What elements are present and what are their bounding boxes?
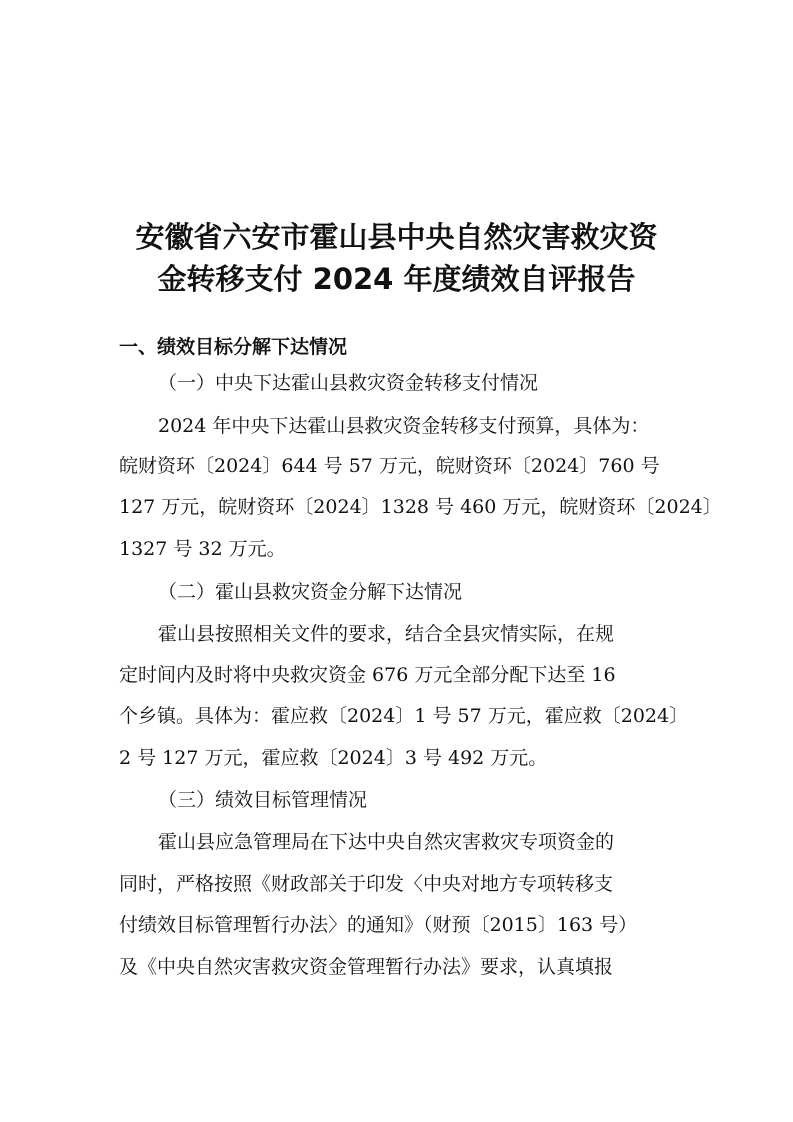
paragraph-line: 2024 年中央下达霍山县救灾资金转移支付预算，具体为：: [158, 415, 650, 437]
paragraph-line: 皖财资环〔2024〕644 号 57 万元，皖财资环〔2024〕760 号: [119, 455, 660, 477]
subsection-heading-1: （一）中央下达霍山县救灾资金转移支付情况: [158, 372, 539, 394]
paragraph-line: 及《中央自然灾害救灾资金管理暂行办法》要求，认真填报: [119, 956, 614, 978]
subsection-heading-3: （三）绩效目标管理情况: [158, 789, 368, 811]
section-heading: 一、绩效目标分解下达情况: [119, 336, 348, 358]
report-title-line-2: 金转移支付 2024 年度绩效自评报告: [157, 262, 636, 296]
paragraph-line: 127 万元，皖财资环〔2024〕1328 号 460 万元，皖财资环〔2024〕: [119, 496, 722, 518]
paragraph-line: 个乡镇。具体为：霍应救〔2024〕1 号 57 万元，霍应救〔2024〕: [119, 705, 689, 727]
paragraph-line: 霍山县按照相关文件的要求，结合全县灾情实际，在规: [158, 623, 615, 645]
report-title-line-1: 安徽省六安市霍山县中央自然灾害救灾资: [135, 220, 658, 254]
paragraph-line: 付绩效目标管理暂行办法〉的通知》（财预〔2015〕163 号）: [119, 914, 638, 936]
paragraph-line: 同时，严格按照《财政部关于印发〈中央对地方专项转移支: [119, 873, 614, 895]
subsection-heading-2: （二）霍山县救灾资金分解下达情况: [158, 581, 463, 603]
paragraph-line: 2 号 127 万元，霍应救〔2024〕3 号 492 万元。: [119, 747, 548, 769]
paragraph-line: 1327 号 32 万元。: [119, 538, 286, 560]
paragraph-line: 定时间内及时将中央救灾资金 676 万元全部分配下达至 16: [119, 664, 616, 686]
paragraph-line: 霍山县应急管理局在下达中央自然灾害救灾专项资金的: [158, 831, 615, 853]
